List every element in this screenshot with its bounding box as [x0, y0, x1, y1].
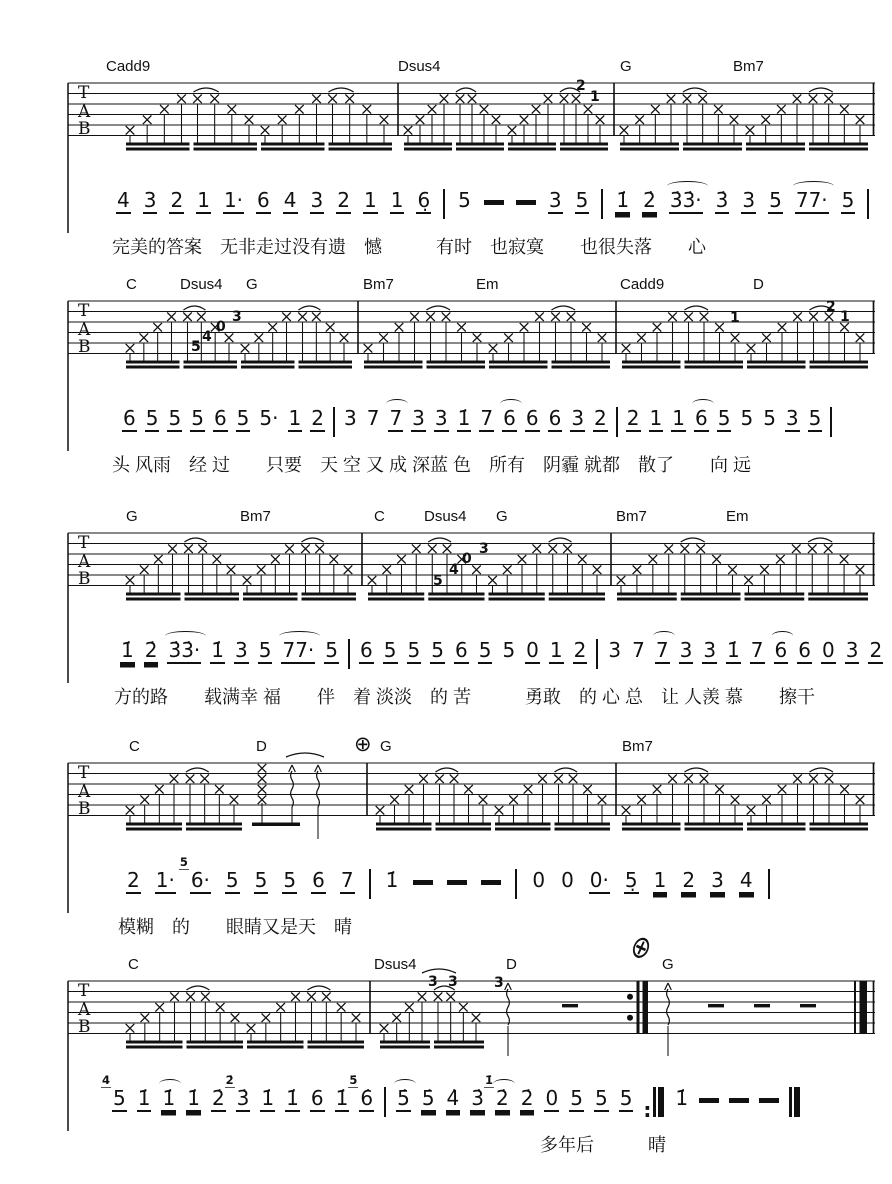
svg-text:T: T [78, 981, 90, 1001]
chord-label: Bm7 [240, 508, 271, 525]
jianpu-note: 5 [283, 868, 297, 892]
jianpu-note: 3 [548, 188, 562, 212]
svg-text:A: A [78, 320, 91, 340]
chord-label: Em [726, 508, 749, 525]
jianpu-barline [768, 869, 770, 899]
jianpu-note: 3 [703, 638, 717, 662]
jianpu-barline [333, 407, 335, 437]
jianpu-note: 6 [312, 868, 325, 892]
jianpu-barline [348, 639, 350, 669]
jianpu-note: 1 [672, 406, 685, 430]
jianpu-note: 1̇ [286, 1086, 299, 1110]
jianpu-note: 1̇ [261, 1086, 275, 1110]
lyrics-line: 头 风雨 经 过 只要 天 空 又 成 深蓝 色 所有 阴霾 就都 散了 向 远 [112, 455, 752, 475]
jianpu-note: 6 [310, 1086, 324, 1110]
svg-text:3: 3 [232, 309, 242, 325]
svg-text:B: B [78, 799, 91, 819]
chord-label: Bm7 [363, 276, 394, 293]
jianpu-note: 2 [682, 868, 696, 892]
svg-text:5: 5 [191, 339, 201, 355]
jianpu-note: 2 [337, 188, 350, 212]
grace-note: 4 [102, 1073, 111, 1087]
svg-text:0: 0 [216, 319, 226, 335]
jianpu-note: 5̇ [421, 1086, 435, 1110]
jianpu-barline [443, 189, 445, 219]
jianpu-note: 3 [235, 638, 248, 662]
jianpu-note: 2̇ [144, 638, 158, 662]
jianpu-note: 1̇ [616, 188, 630, 212]
jianpu-note: 3 [143, 188, 157, 212]
svg-text:3: 3 [448, 974, 458, 990]
jianpu-note: 0 [821, 638, 835, 662]
jianpu-note: 2 [573, 638, 587, 662]
jianpu-melody-line [102, 1073, 800, 1124]
jianpu-note: 5 [717, 406, 731, 430]
jianpu-note: 5 [383, 638, 397, 662]
jianpu-note: 3 [679, 638, 693, 662]
jianpu-note: 1 [363, 188, 377, 212]
jianpu-note: 5 [325, 638, 339, 662]
jianpu-note: 5 [769, 188, 782, 212]
jianpu-barline [384, 1087, 386, 1117]
jianpu-note: 1 [549, 638, 563, 662]
chord-label: Cadd9 [106, 58, 151, 75]
jianpu-note: 6 [454, 638, 468, 662]
jianpu-note: 5 [763, 406, 776, 430]
svg-text:A: A [78, 552, 91, 572]
jianpu-note: 5 4 [102, 1073, 126, 1110]
grace-note: 1̇ [485, 1073, 494, 1087]
chord-label: G [620, 58, 632, 75]
jianpu-note: 2 [594, 406, 607, 430]
lyrics-line: 模糊 的 眼睛又是天 晴 [118, 917, 352, 937]
jianpu-barline [596, 639, 598, 669]
jianpu-note: 5 [740, 406, 754, 430]
chord-label: G [662, 956, 674, 973]
chord-label: D [753, 276, 764, 293]
chord-label: D [256, 738, 267, 755]
lyrics-line: 方的路 载满幸 福 伴 着 淡淡 的 苦 勇敢 的 心 总 让 人羡 慕 擦干 [114, 687, 816, 707]
lyrics-line: 完美的答案 无非走过没有遗 憾 有时 也寂寞 也很失落 心 [112, 237, 706, 257]
jianpu-note: 2 [311, 406, 324, 430]
svg-text:A: A [78, 102, 91, 122]
jianpu-note: 1̇ [137, 1086, 151, 1110]
jianpu-note: 5 [236, 406, 250, 430]
jianpu-note: 0 [561, 868, 574, 892]
jianpu-note: 2 [170, 188, 184, 212]
grace-note: 5̇ [349, 1073, 358, 1087]
grace-note: 2̇ [225, 1073, 234, 1087]
jianpu-note: 77· [282, 638, 315, 662]
jianpu-dash [447, 880, 467, 885]
jianpu-note: 1 [197, 188, 210, 212]
jianpu-note: 1 [390, 188, 404, 212]
jianpu-barline [830, 407, 832, 437]
jianpu-note: 7 [480, 406, 494, 430]
jianpu-note: 3̇ [715, 188, 729, 212]
chord-label: G [380, 738, 392, 755]
jianpu-melody-line [126, 855, 770, 899]
chord-label: G [246, 276, 258, 293]
jianpu-note: 6 [798, 638, 811, 662]
chord-label: Dsus4 [180, 276, 223, 293]
svg-text:B: B [78, 569, 91, 589]
jianpu-note: 5 [258, 638, 272, 662]
jianpu-note: 6 [774, 638, 788, 662]
jianpu-note: 2̇ [643, 188, 656, 212]
jianpu-note: 7 [389, 406, 403, 430]
jianpu-note: 1 [288, 406, 302, 430]
svg-text:T: T [78, 301, 90, 321]
svg-text:2: 2 [826, 299, 836, 315]
jianpu-note: 6 [525, 406, 539, 430]
jianpu-note: 1· [155, 868, 175, 892]
jianpu-note: 0 [532, 868, 546, 892]
jianpu-note: 5 [478, 638, 492, 662]
jianpu-note: 3 [711, 868, 724, 892]
jianpu-dash [413, 880, 433, 885]
jianpu-note: 3 [412, 406, 425, 430]
jianpu-note: 2 [626, 406, 640, 430]
jianpu-note: 6 [548, 406, 562, 430]
chord-label: Dsus4 [398, 58, 441, 75]
jianpu-note: 6 [503, 406, 516, 430]
svg-text:4: 4 [449, 562, 459, 578]
jianpu-note: 5 [168, 406, 182, 430]
jianpu-note: 3 [785, 406, 799, 430]
chord-label: C [128, 956, 139, 973]
jianpu-note: 6 [257, 188, 270, 212]
jianpu-note: 5 [225, 868, 239, 892]
jianpu-note: 1̇ [675, 1086, 689, 1110]
jianpu-note: 6̣ [417, 188, 431, 212]
svg-text:3: 3 [494, 975, 504, 991]
jianpu-note: 3̇3̇· [168, 638, 201, 662]
jianpu-note: 3 [845, 638, 859, 662]
jianpu-note: 3̇ 2̇ [225, 1073, 250, 1110]
jianpu-note: 5 [841, 188, 855, 212]
grace-note: 5 [179, 855, 188, 869]
jianpu-note: 2 [869, 638, 883, 662]
jianpu-note: 1̇ [727, 638, 740, 662]
jianpu-note: 5 [502, 638, 516, 662]
jianpu-note: 3̇3̇· [669, 188, 702, 212]
jianpu-melody-line [120, 639, 892, 669]
coda-icon: ⊕ [625, 926, 658, 968]
jianpu-note: 1̇ [187, 1086, 200, 1110]
jianpu-final-barline [789, 1087, 800, 1122]
svg-text:T: T [78, 533, 90, 553]
jianpu-note: 5 [570, 1086, 583, 1110]
chord-label: C [126, 276, 137, 293]
jianpu-note: 5 [254, 868, 268, 892]
jianpu-barline [369, 869, 371, 899]
jianpu-note: 5 [431, 638, 444, 662]
svg-text:T: T [78, 763, 90, 783]
chord-label: Cadd9 [620, 276, 665, 293]
jianpu-barline [601, 189, 603, 219]
chord-label: Em [476, 276, 499, 293]
jianpu-note: 4̇ [446, 1086, 460, 1110]
svg-text:B: B [78, 1017, 91, 1037]
jianpu-note: 3 [310, 188, 324, 212]
coda-icon: ⊕ [354, 733, 372, 756]
jianpu-note: 6 [213, 406, 227, 430]
jianpu-note: 6 [694, 406, 708, 430]
svg-text:3: 3 [428, 974, 438, 990]
chord-label: Dsus4 [374, 956, 417, 973]
svg-text:4: 4 [202, 329, 212, 345]
jianpu-note: 5 [458, 188, 471, 212]
jianpu-note: 5 [575, 188, 589, 212]
jianpu-note: 2̇ [520, 1086, 534, 1110]
chord-label: D [506, 956, 517, 973]
svg-text:B: B [78, 337, 91, 357]
jianpu-note: 7 [655, 638, 669, 662]
lyrics-line: 多年后 晴 [540, 1135, 666, 1155]
jianpu-note: 3 [608, 638, 622, 662]
jianpu-barline [867, 189, 869, 219]
jianpu-note: 7 [750, 638, 764, 662]
svg-text:1: 1 [730, 310, 740, 326]
jianpu-note: 2 [127, 868, 140, 892]
jianpu-dash [481, 880, 501, 885]
jianpu-note: 5 [191, 406, 204, 430]
svg-text:5: 5 [433, 573, 443, 589]
svg-text:3: 3 [479, 541, 489, 557]
jianpu-note: 3 [571, 406, 585, 430]
chord-label: Dsus4 [424, 508, 467, 525]
jianpu-note: 3 [434, 406, 448, 430]
jianpu-note: 5 [594, 1086, 608, 1110]
svg-text:1: 1 [840, 309, 850, 325]
jianpu-note: 5 [808, 406, 822, 430]
jianpu-repeat-barline: : [643, 1087, 664, 1124]
jianpu-note: 5 [145, 406, 159, 430]
jianpu-note: 4 [283, 188, 297, 212]
jianpu-note: 5̣ [624, 868, 638, 892]
jianpu-note: 0· [589, 868, 609, 892]
jianpu-dash [729, 1098, 749, 1103]
chord-label: Bm7 [622, 738, 653, 755]
jianpu-note: 6· 5 [179, 855, 210, 892]
jianpu-note: 1· [223, 188, 244, 212]
jianpu-note: 5̇ [397, 1086, 410, 1110]
jianpu-dash [699, 1098, 719, 1103]
chord-label: C [374, 508, 385, 525]
jianpu-note: 6 [123, 406, 136, 430]
jianpu-note: 5 [407, 638, 421, 662]
jianpu-note: 3 [343, 406, 357, 430]
svg-text:A: A [78, 782, 91, 802]
jianpu-note: 2̇ [211, 1086, 225, 1110]
jianpu-note: 7 [340, 868, 354, 892]
jianpu-note: 6 [360, 638, 373, 662]
jianpu-note: 4 [739, 868, 753, 892]
jianpu-note: 1̇ [335, 1086, 349, 1110]
jianpu-note: 1 [649, 406, 663, 430]
jianpu-note: 4 [117, 188, 130, 212]
jianpu-note: 5 [619, 1086, 633, 1110]
chord-label: C [129, 738, 140, 755]
jianpu-note: 1̇ [457, 406, 471, 430]
svg-text:0: 0 [462, 551, 472, 567]
jianpu-note: 1̇ [385, 868, 399, 892]
jianpu-note: 7 [632, 638, 645, 662]
svg-text:2: 2 [576, 78, 586, 94]
jianpu-note: 0 [545, 1086, 559, 1110]
svg-text:B: B [78, 119, 91, 139]
jianpu-note: 0 [526, 638, 539, 662]
jianpu-note: 7 [366, 406, 380, 430]
jianpu-note: 1̇ [121, 638, 134, 662]
chord-label: G [126, 508, 138, 525]
jianpu-note: 1 [653, 868, 667, 892]
jianpu-dash [759, 1098, 779, 1103]
jianpu-barline [616, 407, 618, 437]
jianpu-note: 1̇ [211, 638, 225, 662]
jianpu-note: 5· [259, 406, 279, 430]
jianpu-dash [484, 200, 504, 205]
jianpu-note: 3 [742, 188, 756, 212]
chord-label: Bm7 [733, 58, 764, 75]
jianpu-note: 6̇ 5̇ [349, 1073, 374, 1110]
jianpu-note: 2̇ 1̇ [485, 1073, 509, 1110]
jianpu-dash [516, 200, 536, 205]
jianpu-note: 77· [795, 188, 828, 212]
jianpu-melody-line [116, 189, 869, 219]
jianpu-note: 3̇ [471, 1086, 485, 1110]
svg-text:A: A [78, 1000, 91, 1020]
jianpu-barline [515, 869, 517, 899]
jianpu-note: 1̇ [162, 1086, 176, 1110]
svg-text:T: T [78, 83, 90, 103]
chord-label: G [496, 508, 508, 525]
svg-text:1: 1 [590, 89, 600, 105]
chord-label: Bm7 [616, 508, 647, 525]
jianpu-melody-line [122, 407, 832, 437]
